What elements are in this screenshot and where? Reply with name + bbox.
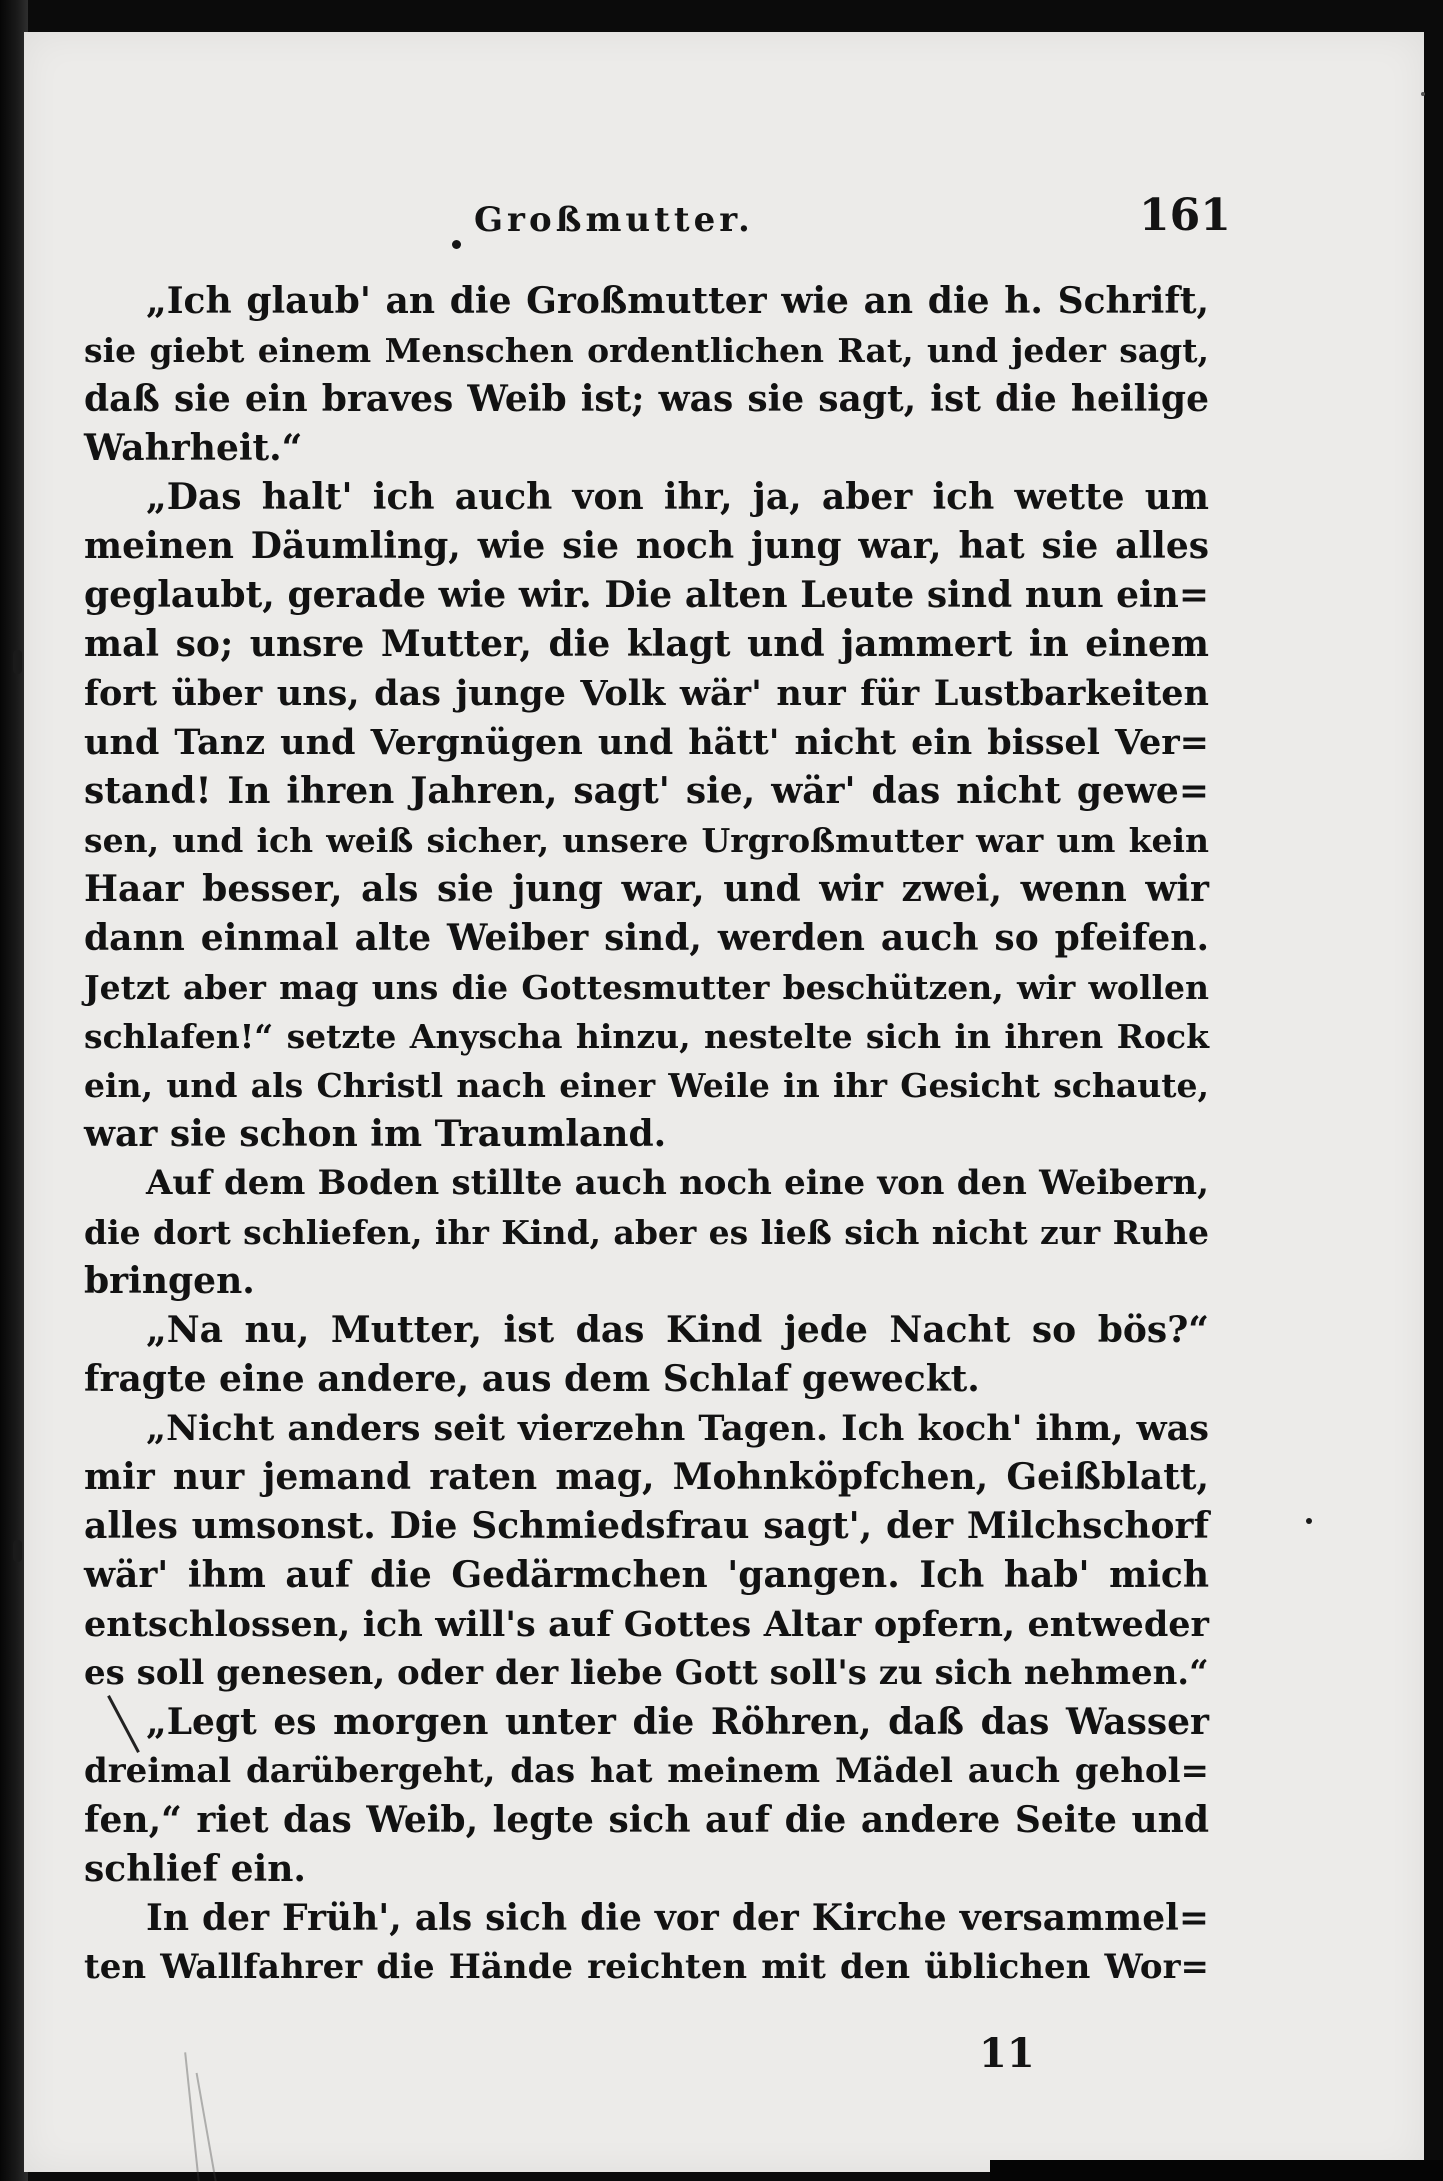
text-line: „Legt es morgen unter die Röhren, daß das Wasser xyxy=(146,1701,1209,1743)
text-line: war sie schon im Traumland. xyxy=(84,1113,667,1155)
text-line: geglaubt, gerade wie wir. Die alten Leute sind nun ein= xyxy=(84,574,1209,616)
text-line: wär' ihm auf die Gedärmchen 'gangen. Ich hab' mich xyxy=(84,1554,1209,1596)
running-title: Großmutter. xyxy=(474,200,754,240)
text-line: daß sie ein braves Weib ist; was sie sagt, ist die heilige xyxy=(84,378,1209,420)
text-line: schlief ein. xyxy=(84,1848,306,1890)
text-line: „Na nu, Mutter, ist das Kind jede Nacht so bös?“ xyxy=(146,1309,1209,1351)
binding-mark xyxy=(13,1540,22,1562)
text-line: fort über uns, das junge Volk wär' nur für Lustbarkeiten xyxy=(84,673,1209,714)
text-line: entschlossen, ich will's auf Gottes Altar opfern, entweder xyxy=(84,1604,1209,1645)
text-line: fragte eine andere, aus dem Schlaf geweckt. xyxy=(84,1358,980,1400)
ink-dot xyxy=(452,240,461,249)
text-line: mir nur jemand raten mag, Mohnköpfchen, Geißblatt, xyxy=(84,1456,1209,1498)
text-line: fen,“ riet das Weib, legte sich auf die andere Seite und xyxy=(84,1799,1209,1841)
text-line: dreimal darübergeht, das hat meinem Mädel auch gehol= xyxy=(84,1751,1209,1791)
book-page xyxy=(24,32,1424,2172)
text-line: schlafen!“ setzte Anyscha hinzu, nestelte sich in ihren Rock xyxy=(84,1017,1209,1056)
text-line: Auf dem Boden stillte auch noch eine von den Weibern, xyxy=(146,1163,1209,1203)
page-header xyxy=(24,182,1424,262)
text-line: Haar besser, als sie jung war, und wir zwei, wenn wir xyxy=(84,868,1209,910)
text-line: sen, und ich weiß sicher, unsere Urgroßmutter war um kein xyxy=(84,821,1209,860)
text-line: die dort schliefen, ihr Kind, aber es ließ sich nicht zur Ruhe xyxy=(84,1213,1209,1252)
text-line: Jetzt aber mag uns die Gottesmutter beschützen, wir wollen xyxy=(84,968,1209,1007)
text-line: mal so; unsre Mutter, die klagt und jammert in einem xyxy=(84,623,1209,665)
body-text xyxy=(84,277,1209,1992)
ink-dot xyxy=(1306,1518,1312,1524)
text-line: „Nicht anders seit vierzehn Tagen. Ich koch' ihm, was xyxy=(146,1408,1209,1449)
text-line: bringen. xyxy=(84,1260,255,1302)
text-line: Wahrheit.“ xyxy=(84,427,303,469)
text-line: meinen Däumling, wie sie noch jung war, hat sie alles xyxy=(84,525,1209,567)
text-line: In der Früh', als sich die vor der Kirche versammel= xyxy=(146,1897,1209,1939)
ink-dot xyxy=(1421,92,1425,96)
binding-mark xyxy=(13,650,22,674)
text-line: ten Wallfahrer die Hände reichten mit den üblichen Wor= xyxy=(84,1947,1209,1987)
faint-pencil-mark xyxy=(196,2073,219,2181)
page-number: 161 xyxy=(1139,190,1231,241)
text-line: stand! In ihren Jahren, sagt' sie, wär' das nicht gewe= xyxy=(84,770,1209,812)
signature-mark: 11 xyxy=(979,2030,1035,2077)
text-line: und Tanz und Vergnügen und hätt' nicht ein bissel Ver= xyxy=(84,722,1209,763)
faint-pencil-mark xyxy=(184,2052,202,2181)
text-line: sie giebt einem Menschen ordentlichen Rat, und jeder sagt, xyxy=(84,331,1209,370)
text-line: dann einmal alte Weiber sind, werden auch so pfeifen. xyxy=(84,917,1209,959)
text-line: „Das halt' ich auch von ihr, ja, aber ich wette um xyxy=(146,476,1209,518)
text-line: alles umsonst. Die Schmiedsfrau sagt', der Milchschorf xyxy=(84,1505,1209,1547)
text-line: „Ich glaub' an die Großmutter wie an die h. Schrift, xyxy=(146,280,1209,322)
text-line: ein, und als Christl nach einer Weile in ihr Gesicht schaute, xyxy=(84,1066,1209,1105)
scan-shadow xyxy=(990,2160,1443,2181)
text-line: es soll genesen, oder der liebe Gott soll's zu sich nehmen.“ xyxy=(84,1653,1209,1693)
